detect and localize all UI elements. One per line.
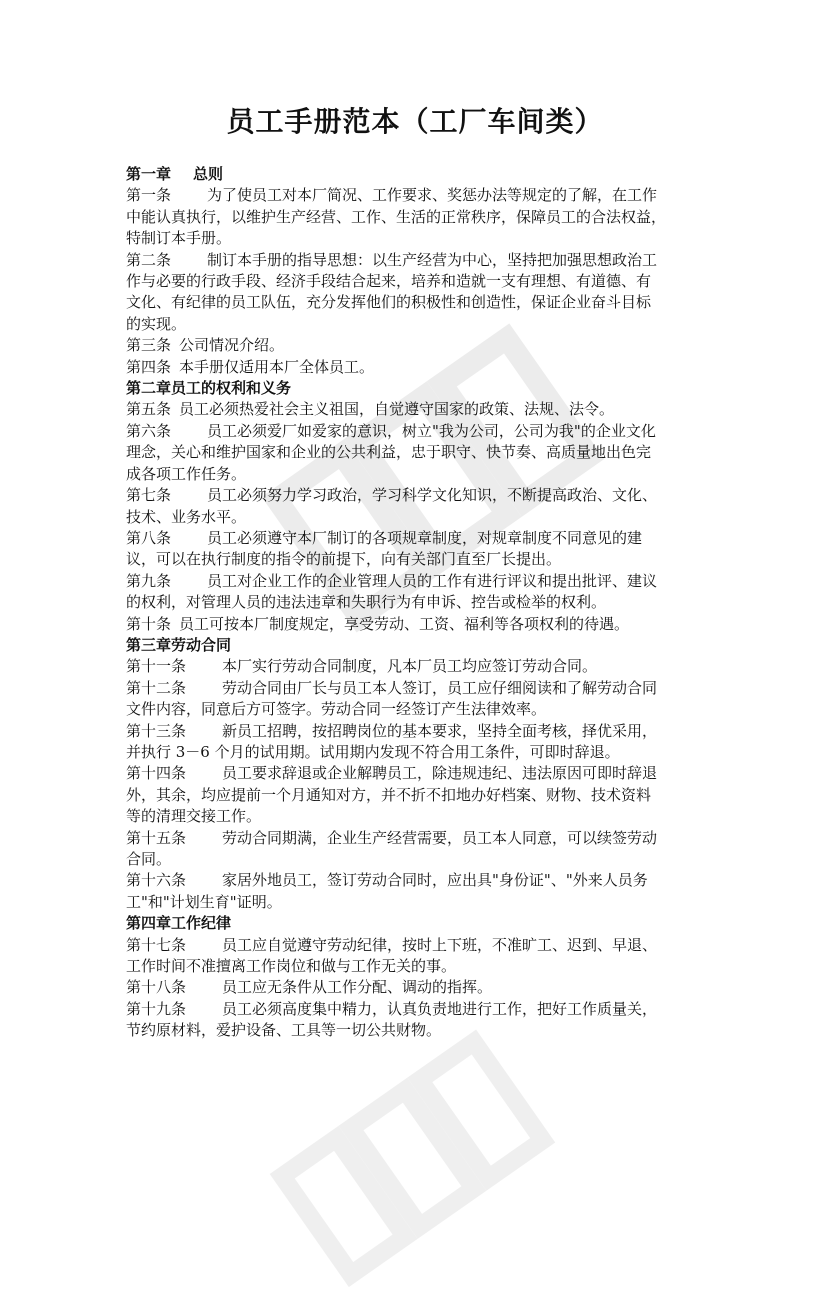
- chapter-number: 第一章: [126, 165, 172, 183]
- chapter-title: 总则: [193, 165, 224, 183]
- chapter-title: 工作纪律: [171, 914, 232, 933]
- article-label: 第十一条: [126, 657, 187, 676]
- article-label: 第十七条: [126, 935, 187, 954]
- article-text: 员工对企业工作的企业管理人员的工作有进行评议和提出批评、建议: [207, 571, 658, 590]
- article: [126, 721, 708, 764]
- chapter-number: 第二章: [126, 379, 172, 398]
- article: [126, 763, 708, 827]
- article-text: 员工要求辞退或企业解聘员工，除违规违纪、违法原因可即时辞退: [222, 764, 658, 783]
- article: [126, 250, 708, 336]
- article-text: 中能认真执行，以维护生产经营、工作、生活的正常秩序，保障员工的合法权益，: [126, 207, 667, 226]
- chapter-heading: [126, 635, 708, 656]
- article-text: 的权利，对管理人员的违法违章和失职行为有申诉、控告或检举的权利。: [126, 593, 607, 612]
- article-label: 第六条: [126, 421, 172, 440]
- chapter-heading: [126, 378, 708, 399]
- article-text: 成各项工作任务。: [126, 464, 247, 483]
- article-text: 劳动合同由厂长与员工本人签订，员工应仔细阅读和了解劳动合同: [222, 678, 658, 697]
- article-label: 第十三条: [126, 721, 187, 740]
- article-text: 本厂实行劳动合同制度，凡本厂员工均应签订劳动合同。: [222, 657, 598, 676]
- article: [126, 828, 708, 871]
- article: [126, 870, 708, 913]
- article-text: 为了使员工对本厂简况、工作要求、奖惩办法等规定的了解，在工作: [207, 186, 658, 205]
- chapter-number: 第四章: [126, 914, 172, 933]
- article: [126, 999, 708, 1042]
- chapter-heading: [126, 164, 708, 185]
- article-label: 第二条: [126, 250, 172, 269]
- article-text: 员工可按本厂制度规定，享受劳动、工资、福利等各项权利的待遇。: [179, 614, 630, 633]
- article-text: 文化、有纪律的员工队伍，充分发挥他们的积极性和创造性，保证企业奋斗目标: [126, 293, 652, 312]
- document-title: 员工手册范本（工厂车间类）: [226, 105, 604, 138]
- article-text: 等的清理交接工作。: [126, 807, 262, 826]
- article: [126, 656, 708, 677]
- article-text: 新员工招聘，按招聘岗位的基本要求，坚持全面考核，择优采用，: [222, 721, 658, 740]
- article-label: 第十六条: [126, 871, 187, 890]
- article-label: 第十二条: [126, 678, 187, 697]
- article-text: 员工必须爱厂如爱家的意识，树立"我为公司，公司为我"的企业文化: [207, 421, 656, 440]
- article-text: 本手册仅适用本厂全体员工。: [179, 357, 375, 376]
- article-text: 制订本手册的指导思想：以生产经营为中心，坚持把加强思想政治工: [207, 250, 658, 269]
- article-text: 劳动合同期满，企业生产经营需要，员工本人同意，可以续签劳动: [222, 828, 658, 847]
- article-label: 第五条: [126, 400, 172, 419]
- article-label: 第七条: [126, 486, 172, 505]
- article-label: 第十五条: [126, 828, 187, 847]
- article-label: 第一条: [126, 186, 172, 205]
- article: [126, 977, 708, 998]
- article: [126, 571, 708, 614]
- article-text: 员工必须努力学习政治，学习科学文化知识，不断提高政治、文化、: [207, 486, 658, 505]
- article-text: 作与必要的行政手段、经济手段结合起来，培养和造就一支有理想、有道德、有: [126, 272, 652, 291]
- article: [126, 528, 708, 571]
- article-label: 第三条: [126, 336, 172, 355]
- article-text: 员工应无条件从工作分配、调动的指挥。: [222, 978, 493, 997]
- article: [126, 399, 708, 420]
- article: [126, 185, 708, 249]
- article-text: 合同。: [126, 850, 172, 868]
- article-text: 家居外地员工，签订劳动合同时，应出具"身份证"、"外来人员务: [222, 871, 648, 890]
- watermark-icon: [260, 1010, 560, 1310]
- document-body: [126, 164, 708, 1042]
- article-label: 第十条: [126, 614, 172, 633]
- article-text: 节约原材料，爱护设备、工具等一切公共财物。: [126, 1021, 442, 1040]
- article-text: 员工必须遵守本厂制订的各项规章制度，对规章制度不同意见的建: [207, 528, 643, 547]
- chapter-number: 第三章: [126, 635, 172, 654]
- article-text: 公司情况介绍。: [179, 336, 285, 355]
- article-text: 特制订本手册。: [126, 229, 232, 248]
- article-text: 工作时间不准擅离工作岗位和做与工作无关的事。: [126, 957, 457, 976]
- article: [126, 357, 708, 378]
- article: [126, 678, 708, 721]
- article-text: 技术、业务水平。: [126, 507, 247, 526]
- article-text: 议，可以在执行制度的指令的前提下，向有关部门直至厂长提出。: [126, 550, 562, 569]
- article-text: 员工必须高度集中精力，认真负责地进行工作，把好工作质量关，: [222, 999, 658, 1018]
- article-text: 外，其余，均应提前一个月通知对方，并不折不扣地办好档案、财物、技术资料: [126, 785, 652, 804]
- article-label: 第十八条: [126, 978, 187, 997]
- chapter-heading: [126, 913, 708, 934]
- article-text: 理念，关心和维护国家和企业的公共利益，忠于职守、快节奏、高质量地出色完: [126, 443, 652, 462]
- article: [126, 335, 708, 356]
- article-text: 文件内容，同意后方可签字。劳动合同一经签订产生法律效率。: [126, 700, 547, 719]
- chapter-title: 劳动合同: [171, 635, 232, 654]
- article: [126, 614, 708, 635]
- article-text: 员工应自觉遵守劳动纪律，按时上下班，不准旷工、迟到、早退、: [222, 935, 658, 954]
- article: [126, 421, 708, 485]
- article: [126, 485, 708, 528]
- article-label: 第十四条: [126, 764, 187, 783]
- chapter-title: 员工的权利和义务: [171, 379, 292, 398]
- article-text: 员工必须热爱社会主义祖国，自觉遵守国家的政策、法规、法令。: [179, 400, 615, 419]
- article-text: 的实现。: [126, 314, 187, 333]
- article-label: 第十九条: [126, 999, 187, 1018]
- article-text: 并执行 3－6 个月的试用期。试用期内发现不符合用工条件，可即时辞退。: [126, 742, 620, 761]
- article-label: 第八条: [126, 528, 172, 547]
- article-text: 工"和"计划生育"证明。: [126, 892, 282, 911]
- article-label: 第九条: [126, 571, 172, 590]
- article: [126, 935, 708, 978]
- article-label: 第四条: [126, 357, 172, 376]
